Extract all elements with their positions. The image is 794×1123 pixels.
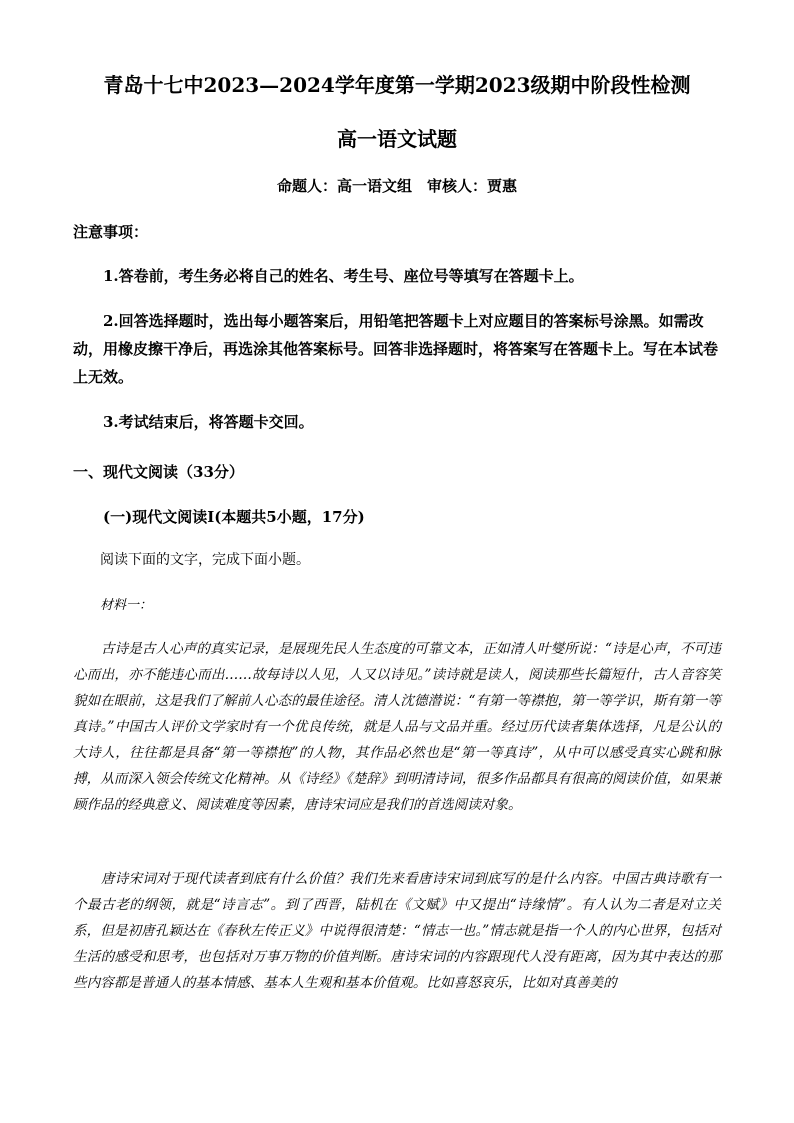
- exam-title: 青岛十七中2023—2024学年度第一学期2023级期中阶段性检测: [103, 73, 691, 97]
- section-heading: 一、现代文阅读（33分）: [73, 463, 244, 481]
- subsection-heading: (一)现代文阅读Ⅰ(本题共5小题，17分): [103, 508, 365, 526]
- notes-section: [73, 218, 721, 436]
- paragraph-text: 古诗是古人心声的真实记录，是展现先民人生态度的可靠文本，正如清人叶燮所说：“诗是心声，不可违心而出，亦不能违心而出……故每诗以人见，人又以诗见。”读诗就是读人，阅读那些长篇短什，古人音容笑貌如在眼前，这是我们了解前人心态的最佳途径。清人沈德潜说：“有第一等襟抱，第一等学识，斯有第一等真诗。”中国古人评价文学家时有一个优良传统，就是人品与文品并重。经过历代读者集体选择，凡是公认的大诗人，往往都是具备“第一等襟抱”的人物，其作品必然也是“第一等真诗”，从中可以感受真实心跳和脉搏，从而深入领会传统文化精神。从《诗经》《楚辞》到明清诗词，很多作品都具有很高的阅读价值，如果兼顾作品的经典意义、阅读难度等因素，唐诗宋词应是我们的首选阅读对象。: [73, 641, 721, 813]
- material-label: 材料一：: [100, 598, 153, 613]
- notes-heading: 注意事项：: [73, 223, 149, 241]
- note-item-1: 1.答卷前，考生务必将自己的姓名、考生号、座位号等填写在答题卡上。: [103, 267, 584, 285]
- material-paragraph-2: [73, 866, 721, 996]
- setter-line: 命题人：高一语文组 审核人：贾惠: [276, 177, 517, 195]
- reading-instruction: 阅读下面的文字，完成下面小题。: [100, 552, 310, 568]
- note-item-3: 3.考试结束后，将答题卡交回。: [103, 413, 314, 431]
- exam-subtitle: 高一语文试题: [337, 127, 457, 151]
- note-item-2: 2.回答选择题时，选出每小题答案后，用铅笔把答题卡上对应题目的答案标号涂黑。如需改动，用橡皮擦干净后，再选涂其他答案标号。回答非选择题时，将答案写在答题卡上。写在本试卷上无效。: [73, 312, 719, 386]
- material-paragraph-1: [73, 636, 721, 818]
- paragraph-text: 唐诗宋词对于现代读者到底有什么价值？我们先来看唐诗宋词到底写的是什么内容。中国古典诗歌有一个最古老的纲领，就是“诗言志”。到了西晋，陆机在《文赋》中又提出“诗缘情”。有人认为二者是对立关系，但是初唐孔颖达在《春秋左传正义》中说得很清楚：“情志一也。”情志就是指一个人的内心世界，包括对生活的感受和思考，也包括对万事万物的价值判断。唐诗宋词的内容跟现代人没有距离，因为其中表达的那些内容都是普通人的基本情感、基本人生观和基本价值观。比如喜怒哀乐，比如对真善美的: [73, 871, 721, 991]
